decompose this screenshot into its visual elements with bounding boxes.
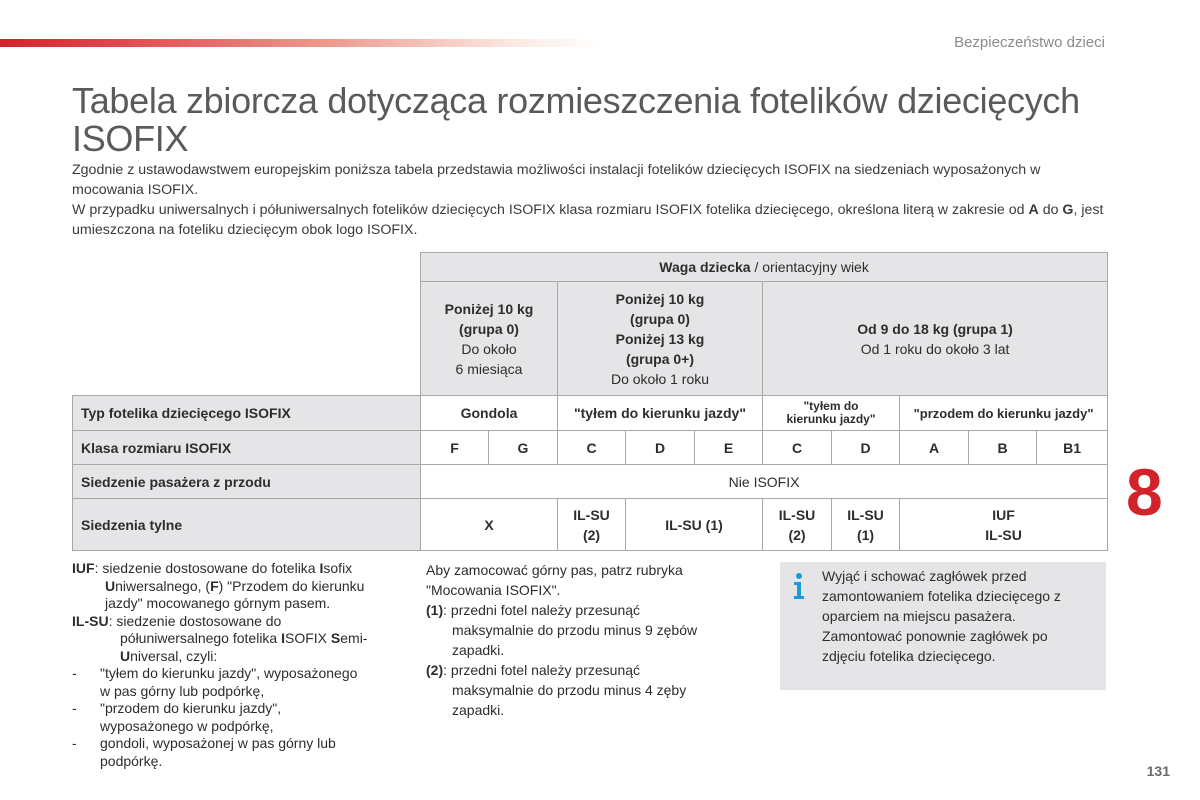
front-seat-value: Nie ISOFIX [421, 465, 1108, 499]
row-label-type: Typ fotelika dziecięcego ISOFIX [73, 396, 421, 431]
type-rear-facing: "tyłem do kierunku jazdy" [558, 396, 763, 431]
header-accent-bar [0, 39, 600, 47]
row-label-size-class: Klasa rozmiaru ISOFIX [73, 431, 421, 465]
size-class-cell: B [969, 431, 1037, 465]
table-row [73, 282, 1108, 396]
intro-paragraph-1: Zgodnie z ustawodawstwem europejskim poniższa tabela przedstawia możliwości instalacji fotelików dziecięcych ISOFIX na siedzeniach wyposażonych w mocowania ISOFIX. [72, 162, 1041, 198]
rear-gondola-value: X [421, 499, 558, 551]
table-row [73, 253, 1108, 282]
page-title: Tabela zbiorcza dotycząca rozmieszczenia fotelików dziecięcych ISOFIX [72, 80, 1080, 159]
page-number: 131 [1146, 763, 1170, 779]
size-class-cell: D [832, 431, 900, 465]
intro-paragraph-2: W przypadku uniwersalnych i półuniwersalnych fotelików dziecięcych ISOFIX klasa rozmiaru ISOFIX fotelika dziecięcego, określona literą w zakresie od A do G, jest umieszczona na foteliku dziecięcym obok logo ISOFIX. [72, 202, 1104, 238]
weight-header: Waga dziecka / orientacyjny wiek [421, 253, 1108, 282]
group-0plus-header: Poniżej 10 kg (grupa 0) Poniżej 13 kg (grupa 0+) Do około 1 roku [558, 282, 763, 396]
size-class-cell: E [695, 431, 763, 465]
note-ilsu: IL-SU: siedzenie dostosowane do [72, 612, 282, 629]
group-1-header: Od 9 do 18 kg (grupa 1) Od 1 roku do około 3 lat [763, 282, 1108, 396]
rear-de-value: IL-SU (1) [626, 499, 763, 551]
intro-text [72, 160, 1112, 240]
footnotes: Aby zamocować górny pas, patrz rubryka "Mocowania ISOFIX". (1): przedni fotel należy przesunąć maksymalnie do przodu minus 9 zębów zapadki. (2): przedni fotel należy przesunąć maksymalnie do przodu minus 4 zęby zapadki. [426, 560, 736, 720]
rear-d1-value: IL-SU (1) [832, 499, 900, 551]
table-row [73, 431, 1108, 465]
rear-front-facing-value: IUF IL-SU [900, 499, 1108, 551]
size-class-cell: F [421, 431, 489, 465]
list-item: - "przodem do kierunku jazdy", wyposażonego w podpórkę, [72, 700, 282, 734]
chapter-number: 8 [1126, 455, 1163, 529]
type-gondola: Gondola [421, 396, 558, 431]
rear-c-value: IL-SU (2) [558, 499, 626, 551]
isofix-table [72, 252, 1108, 551]
list-item: - "tyłem do kierunku jazdy", wyposażonego w pas górny lub podpórkę, [72, 665, 358, 699]
row-label-front-seat: Siedzenie pasażera z przodu [73, 465, 421, 499]
footnote-2: (2): przedni fotel należy przesunąć [426, 662, 641, 678]
note-iuf: IUF: siedzenie dostosowane do fotelika Isofix [72, 560, 353, 576]
type-forward-facing: "przodem do kierunku jazdy" [900, 396, 1108, 431]
info-text: Wyjąć i schować zagłówek przed zamontowaniem fotelika dziecięcego z oparciem na miejscu pasażera. Zamontować ponownie zagłówek po zdjęciu fotelika dziecięcego. [822, 568, 1061, 664]
info-icon [792, 572, 806, 600]
legend-notes: IUF: siedzenie dostosowane do fotelika Isofix Uniwersalnego, (F) "Przodem do kierunku jazdy" mocowanego górnym pasem. IL-SU: siedzenie dostosowane do półuniwersalnego fotelika ISOFIX Semi- Universal, czyli: - "tyłem do kierunku jazdy", wyposażonego w pas górny lub podpórkę, - "przodem do kierunku jazdy", wyposażonego w podpórkę, - gondoli, wyposażonej w pas górny lub podpórkę. [72, 560, 402, 770]
size-class-cell: D [626, 431, 695, 465]
table-row [73, 465, 1108, 499]
info-box [780, 562, 1106, 690]
rear-c1-value: IL-SU (2) [763, 499, 832, 551]
section-name: Bezpieczeństwo dzieci [954, 34, 1105, 51]
size-class-cell: A [900, 431, 969, 465]
size-class-cell: C [558, 431, 626, 465]
type-rear-facing-small: "tyłem do kierunku jazdy" [763, 396, 900, 431]
footnote-1: (1): przedni fotel należy przesunąć [426, 602, 641, 618]
table-row [73, 499, 1108, 551]
size-class-cell: C [763, 431, 832, 465]
table-row [73, 396, 1108, 431]
row-label-rear-seats: Siedzenia tylne [73, 499, 421, 551]
list-item: - gondoli, wyposażonej w pas górny lub podpórkę. [72, 735, 336, 769]
group-0-header: Poniżej 10 kg (grupa 0) Do około 6 miesiąca [421, 282, 558, 396]
size-class-cell: G [489, 431, 558, 465]
size-class-cell: B1 [1037, 431, 1108, 465]
